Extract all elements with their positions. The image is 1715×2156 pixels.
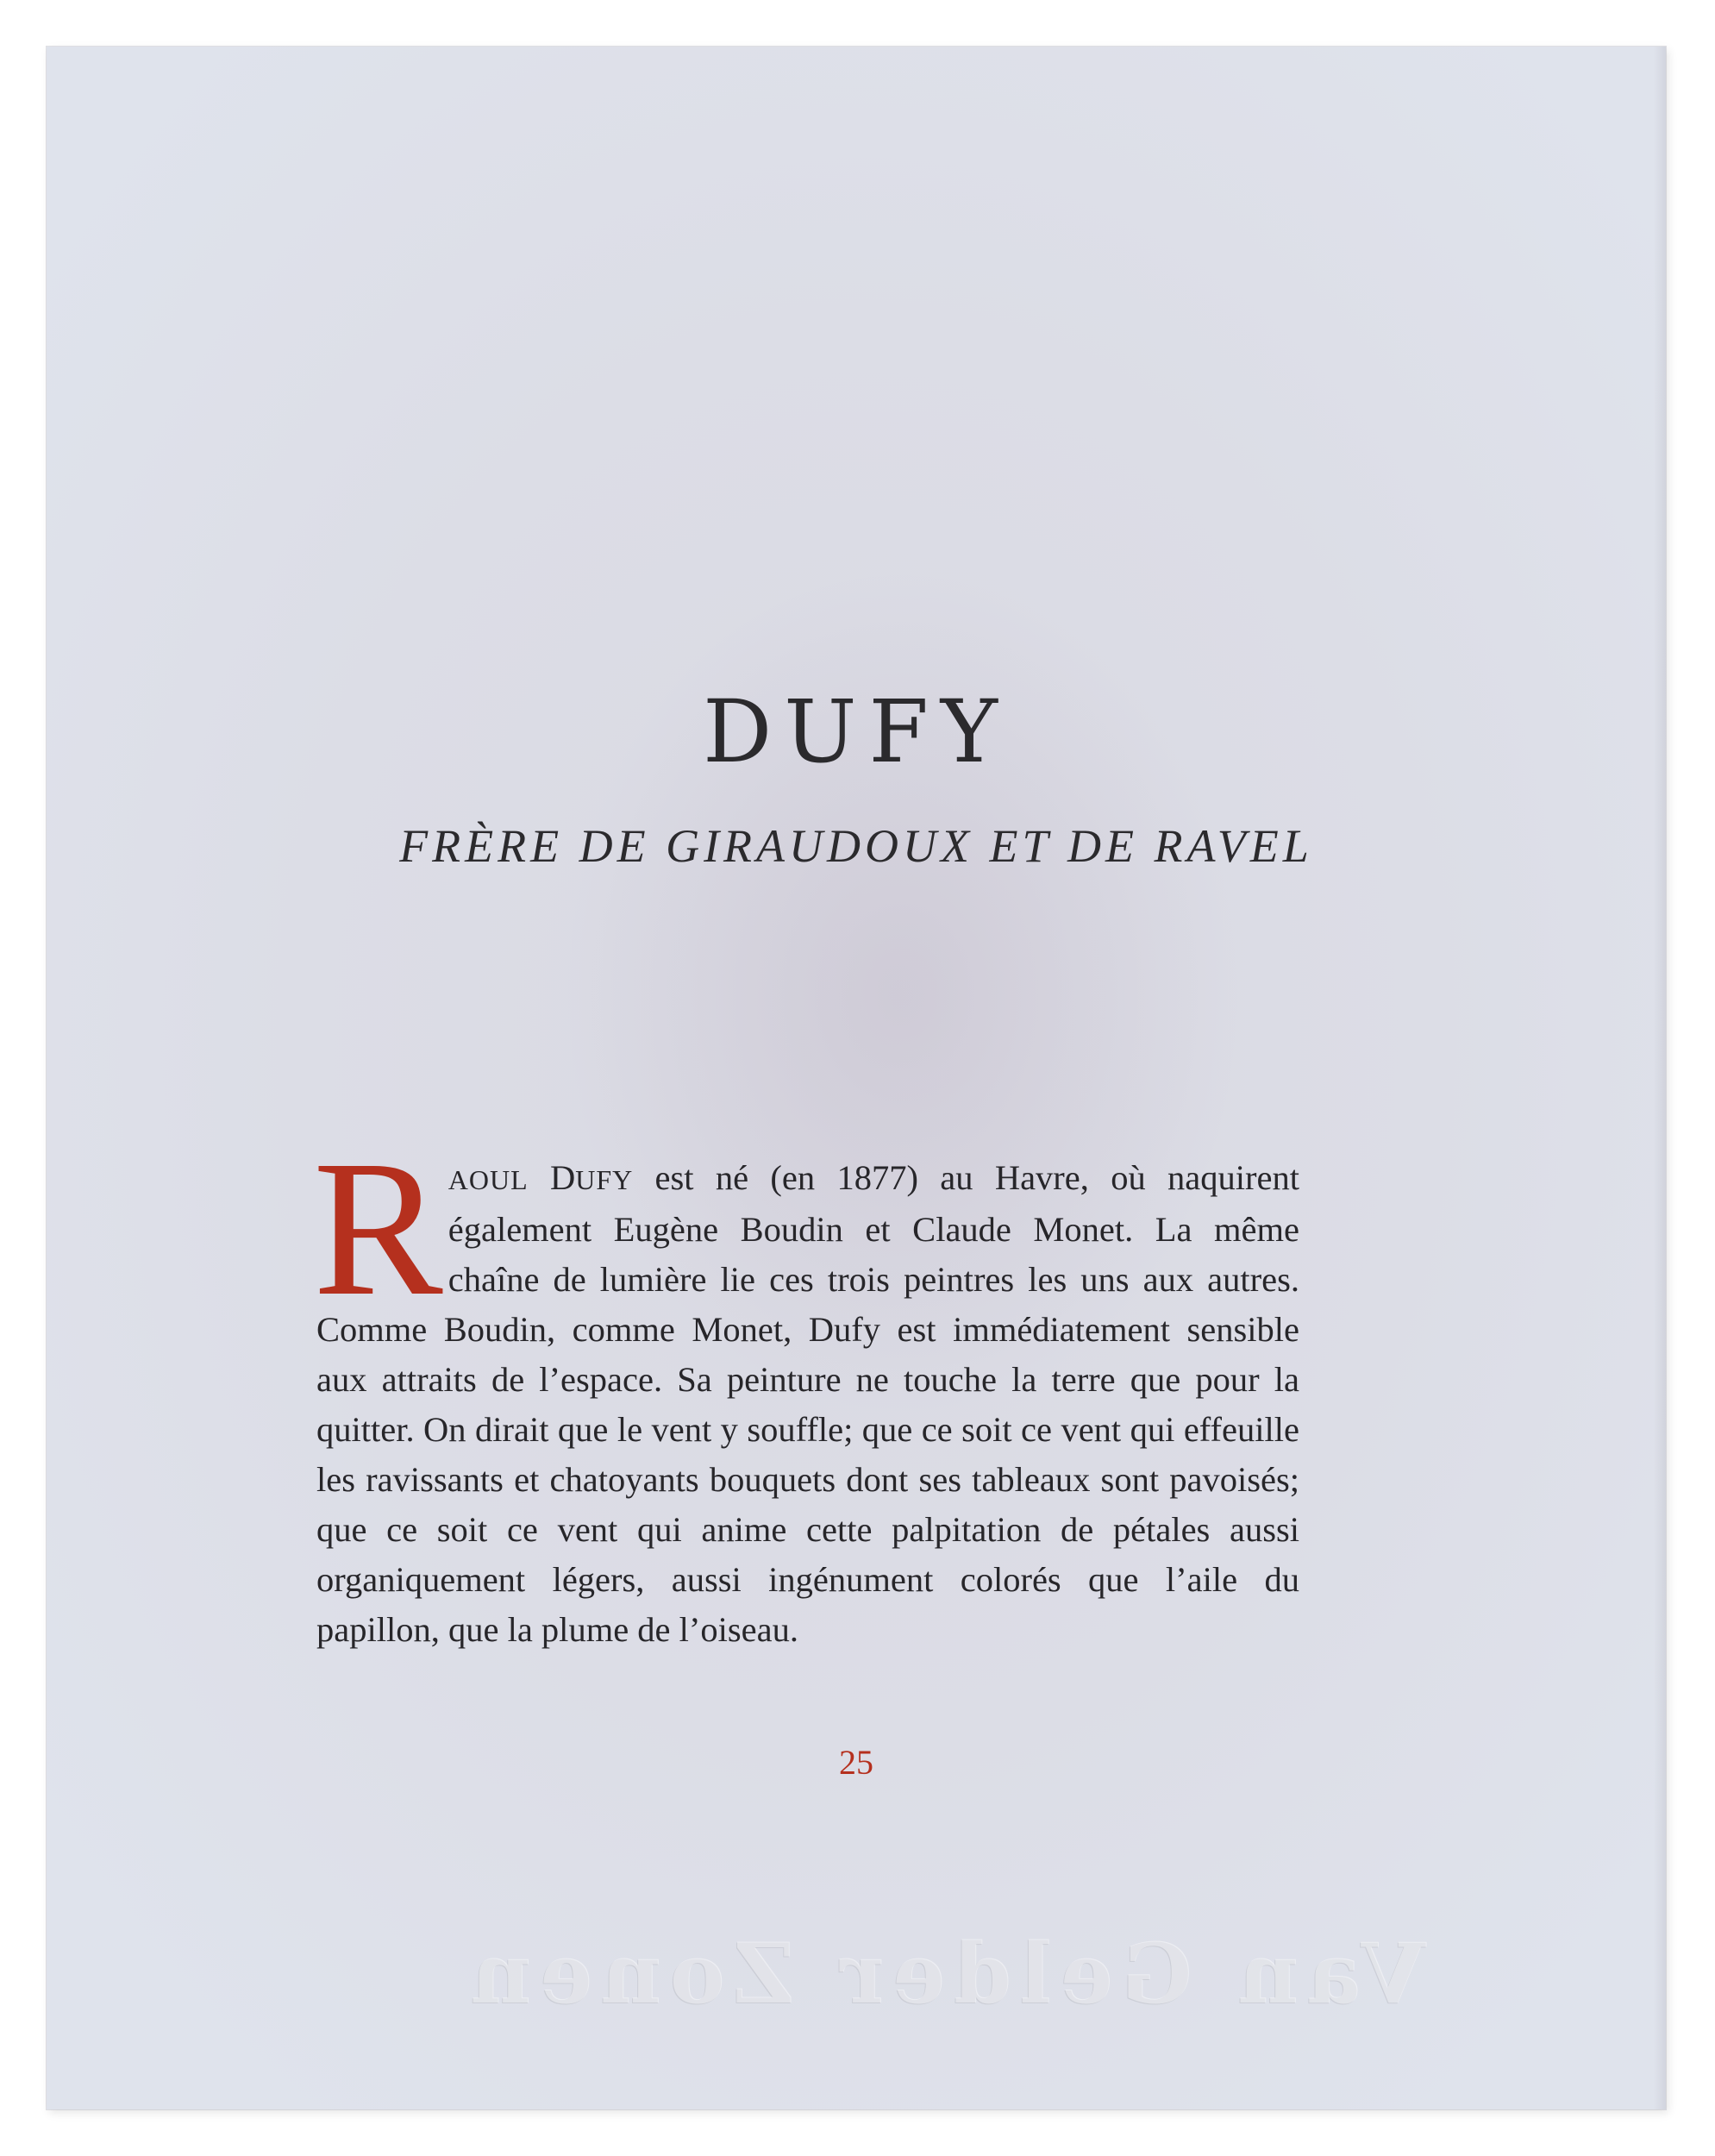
page-title: DUFY — [703, 681, 1010, 782]
page-subtitle: FRÈRE DE GIRAUDOUX ET DE RAVEL — [399, 820, 1313, 872]
paper-watermark: Van Gelder Zonen — [462, 1925, 1426, 2022]
page-number: 25 — [839, 1743, 873, 1782]
first-word-smallcaps: AOUL — [448, 1164, 529, 1195]
author-name-rest: UFY — [575, 1164, 634, 1195]
author-name-initial: D — [549, 1158, 576, 1197]
drop-cap: R — [313, 1120, 443, 1336]
paragraph-text: est né (en 1877) au Havre, où naquirent également Eugène Boudin et Claude Monet. La même chaîne de lumière lie ces trois peintres les uns aux autres. Comme Boudin, comme Monet, Dufy est immédiatement sensible aux attraits de l’espace. Sa peinture ne touche la terre que pour la quitter. On dirait que le vent y souffle; que ce soit ce vent qui effeuille les ravissants et chatoyants bouquets dont ses tableaux sont pavoisés; que ce soit ce vent qui anime cette palpitation de pétales aussi organiquement légers, aussi ingénument colorés que l’aile du papillon, que la plume de l’oiseau. — [316, 1158, 1299, 1649]
author-name-smallcaps — [550, 1158, 633, 1197]
body-paragraph — [313, 1120, 1299, 1655]
paper-sheet — [47, 47, 1666, 2109]
